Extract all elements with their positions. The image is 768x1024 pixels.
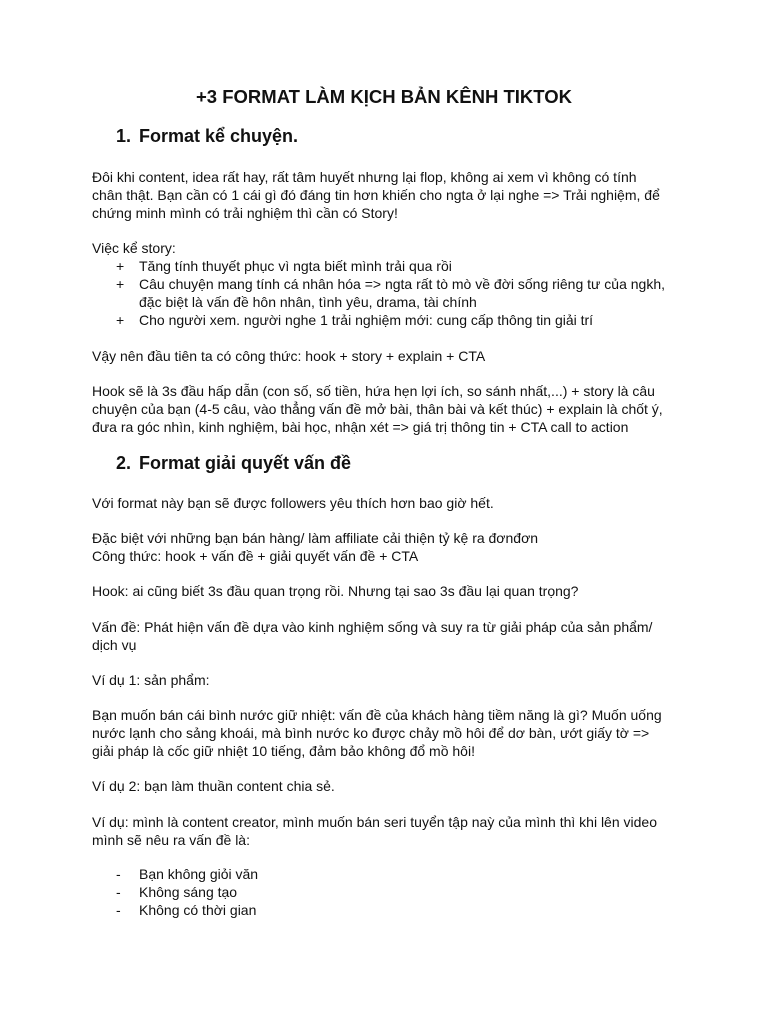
example-2-heading: Ví dụ 2: bạn làm thuần content chia sẻ. bbox=[92, 778, 335, 794]
text-line: nước lạnh cho sảng khoái, mà bình nước ko được chảy mồ hôi để dơ bàn, ướt giấy tờ => bbox=[92, 725, 650, 741]
section-1-number: 1. bbox=[116, 126, 132, 146]
section-2-title: Format giải quyết vấn đề bbox=[139, 453, 352, 473]
text-line: chứng minh mình có trải nghiệm thì cần có Story! bbox=[92, 205, 398, 221]
text-line: Đôi khi content, idea rất hay, rất tâm huyết nhưng lại flop, không ai xem vì không có tính bbox=[92, 169, 637, 185]
plus-bullet: + bbox=[116, 276, 125, 292]
hook-paragraph: Hook: ai cũng biết 3s đầu quan trọng rồi. Nhưng tại sao 3s đầu lại quan trọng? bbox=[92, 583, 579, 599]
example-2-paragraph bbox=[92, 813, 682, 849]
list-item bbox=[116, 275, 682, 311]
text-line: dịch vụ bbox=[92, 637, 137, 653]
text-line: Công thức: hook + vấn đề + giải quyết vấn đề + CTA bbox=[92, 548, 419, 564]
section-2-intro-paragraph: Với format này bạn sẽ được followers yêu thích hơn bao giờ hết. bbox=[92, 495, 494, 511]
text-line: giải pháp là cốc giữ nhiệt 10 tiếng, đảm bảo không đổ mồ hôi! bbox=[92, 743, 475, 759]
text-line: Bạn muốn bán cái bình nước giữ nhiệt: vấn đề của khách hàng tiềm năng là gì? Muốn uống bbox=[92, 707, 662, 723]
text-line: mình sẽ nêu ra vấn đề là: bbox=[92, 832, 250, 848]
list-item-text: Bạn không giỏi văn bbox=[139, 866, 259, 882]
plus-bullet: + bbox=[116, 312, 125, 328]
list-item-text: đặc biệt là vấn đề hôn nhân, tình yêu, drama, tài chính bbox=[139, 294, 477, 310]
affiliate-paragraph bbox=[92, 529, 682, 565]
section-2-number: 2. bbox=[116, 453, 132, 473]
dash-bullet: - bbox=[116, 884, 121, 900]
list-item bbox=[116, 901, 682, 919]
example-1-heading: Ví dụ 1: sản phẩm: bbox=[92, 672, 210, 688]
list-item bbox=[116, 311, 682, 329]
list-item bbox=[116, 865, 682, 883]
section-2-heading bbox=[116, 453, 351, 474]
dash-bullet: - bbox=[116, 902, 121, 918]
list-item-text: Không có thời gian bbox=[139, 902, 257, 918]
text-line: đưa ra góc nhìn, kinh nghiệm, bài học, nhận xét => giá trị thông tin + CTA call to action bbox=[92, 419, 629, 435]
problem-paragraph bbox=[92, 618, 682, 654]
text-line: Đặc biệt với những bạn bán hàng/ làm affiliate cải thiện tỷ kệ ra đơnđơn bbox=[92, 530, 539, 546]
plus-bullet: + bbox=[116, 258, 125, 274]
document-title: +3 FORMAT LÀM KỊCH BẢN KÊNH TIKTOK bbox=[196, 86, 572, 107]
list-item-text: Tăng tính thuyết phục vì ngta biết mình trải qua rồi bbox=[139, 258, 452, 274]
story-list-intro: Việc kể story: bbox=[92, 240, 176, 256]
dash-bullet: - bbox=[116, 866, 121, 882]
list-item-text: Không sáng tạo bbox=[139, 884, 238, 900]
list-item-text: Cho người xem. người nghe 1 trải nghiệm mới: cung cấp thông tin giải trí bbox=[139, 312, 594, 328]
section-1-heading bbox=[116, 126, 298, 147]
list-item bbox=[116, 257, 682, 275]
section-1-title: Format kể chuyện. bbox=[139, 126, 299, 146]
formula-paragraph: Vậy nên đầu tiên ta có công thức: hook + story + explain + CTA bbox=[92, 348, 486, 364]
text-line: Vấn đề: Phát hiện vấn đề dựa vào kinh nghiệm sống và suy ra từ giải pháp của sản phẩm/ bbox=[92, 619, 653, 635]
text-line: Ví dụ: mình là content creator, mình muốn bán seri tuyển tập naỳ của mình thì khi lên video bbox=[92, 814, 657, 830]
example-1-paragraph bbox=[92, 706, 682, 760]
text-line: Hook sẽ là 3s đầu hấp dẫn (con số, số tiền, hứa hẹn lợi ích, so sánh nhất,...) + story là câu bbox=[92, 383, 655, 399]
list-item-text: Câu chuyện mang tính cá nhân hóa => ngta rất tò mò về đời sống riêng tư của ngkh, bbox=[139, 276, 665, 292]
hook-explanation-paragraph bbox=[92, 382, 682, 436]
text-line: chuyện của bạn (4-5 câu, vào thẳng vấn đề mở bài, thân bài và kết thúc) + explain là chốt ý, bbox=[92, 401, 663, 417]
section-1-intro-paragraph bbox=[92, 168, 682, 222]
list-item bbox=[116, 883, 682, 901]
text-line: chân thật. Bạn cần có 1 cái gì đó đáng tin hơn khiến cho ngta ở lại nghe => Trải nghiệm, để bbox=[92, 187, 660, 203]
